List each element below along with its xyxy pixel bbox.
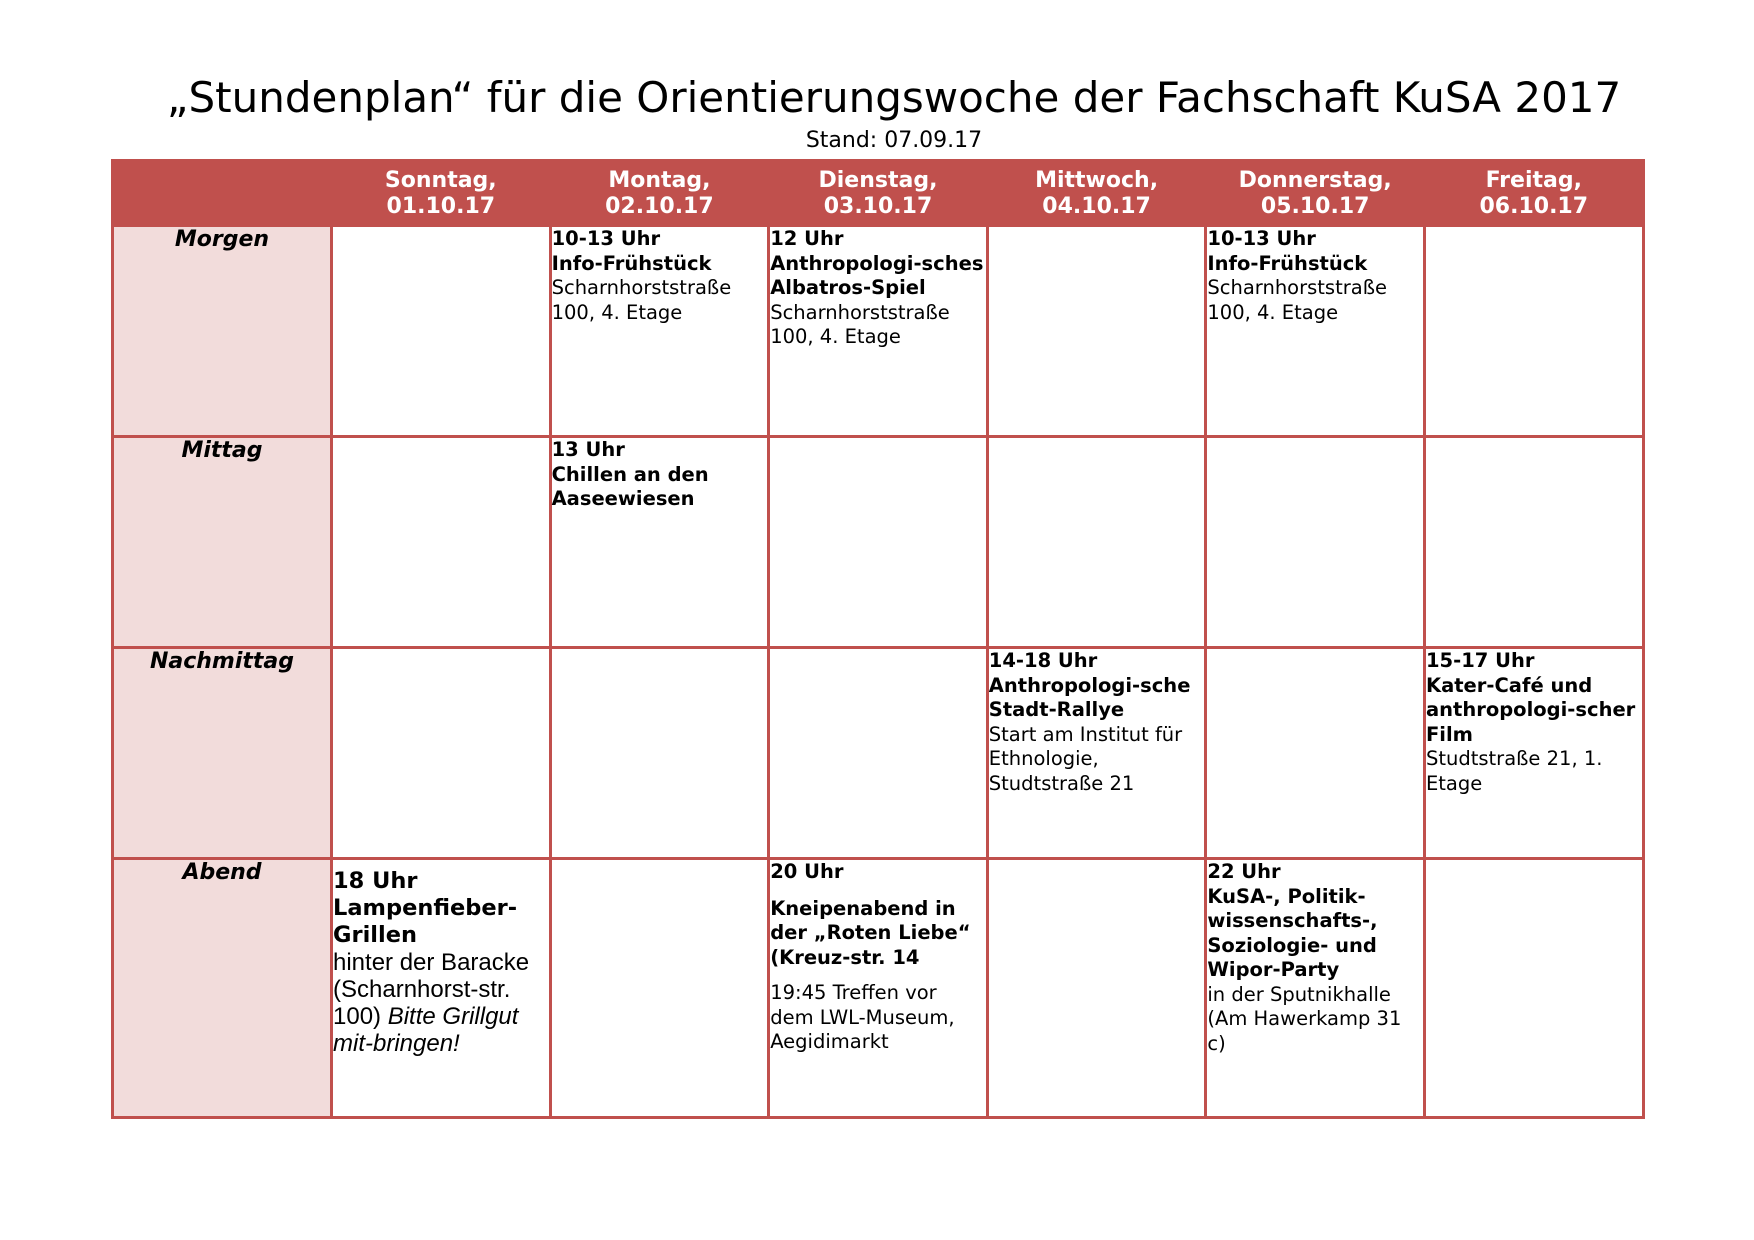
day-date: 01.10.17: [386, 194, 496, 219]
day-name: Freitag,: [1485, 168, 1582, 193]
day-date: 05.10.17: [1260, 194, 1370, 219]
event-location: hinter der Baracke (Scharnhorst-str. 100): [333, 949, 530, 1030]
cell-abend-donnerstag: [1206, 859, 1425, 1118]
event-time: 10-13 Uhr: [1207, 227, 1316, 250]
event-location: Studtstraße 21, 1. Etage: [1425, 747, 1603, 795]
cell-morgen-mittwoch: [987, 226, 1206, 437]
event-time: 20 Uhr: [770, 860, 844, 883]
day-name: Dienstag,: [818, 168, 938, 193]
event-time: 18 Uhr: [333, 868, 418, 894]
day-date: 02.10.17: [605, 194, 714, 219]
cell-morgen-sonntag: [332, 226, 551, 437]
header-day: [1206, 161, 1425, 226]
period-label: Mittag: [113, 437, 332, 648]
day-name: Donnerstag,: [1238, 168, 1392, 193]
event-title: Info-Frühstück: [1207, 251, 1368, 275]
cell-mittag-mittwoch: [987, 437, 1206, 648]
cell-nachmittag-freitag: [1424, 648, 1643, 859]
event-title: Lampenfieber-Grillen: [333, 895, 518, 948]
event-title: Kneipenabend in der „Roten Liebe“ (Kreuz-str. 14: [770, 896, 971, 969]
event-title: Chillen an den Aaseewiesen: [551, 462, 709, 510]
header-day: [1424, 161, 1643, 226]
cell-nachmittag-montag: [550, 648, 769, 859]
row-morgen: [113, 226, 1644, 437]
cell-mittag-freitag: [1424, 437, 1643, 648]
event-title: Kater-Café und anthropologi-scher Film: [1425, 673, 1636, 746]
event-time: 10-13 Uhr: [551, 227, 661, 250]
cell-mittag-montag: [550, 437, 769, 648]
event-location: 19:45 Treffen vor dem LWL-Museum, Aegidimarkt: [770, 981, 955, 1053]
cell-nachmittag-mittwoch: [987, 648, 1206, 859]
event-note: Bitte Grillgut mit-bringen!: [333, 1003, 519, 1057]
event-location: in der Sputnikhalle (Am Hawerkamp 31 c): [1207, 982, 1402, 1055]
header-day: [769, 161, 988, 226]
day-date: 03.10.17: [823, 194, 933, 219]
header-day: [332, 161, 551, 226]
event-location: Scharnhorststraße 100, 4. Etage: [551, 276, 732, 324]
event-time: 13 Uhr: [551, 438, 625, 461]
cell-abend-sonntag: [332, 859, 551, 1118]
row-nachmittag: [113, 648, 1644, 859]
day-name: Mittwoch,: [1035, 168, 1159, 193]
row-abend: [113, 859, 1644, 1118]
period-label: Morgen: [113, 226, 332, 437]
day-date: 06.10.17: [1479, 194, 1589, 219]
cell-morgen-donnerstag: [1206, 226, 1425, 437]
period-label: Nachmittag: [113, 648, 332, 859]
schedule-table: [111, 159, 1645, 1119]
header-corner: [113, 161, 332, 226]
event-title: KuSA-, Politik-wissenschafts-, Soziologie- und Wipor-Party: [1207, 884, 1378, 981]
day-date: 04.10.17: [1042, 194, 1151, 219]
cell-nachmittag-sonntag: [332, 648, 551, 859]
cell-abend-mittwoch: [987, 859, 1206, 1118]
cell-morgen-dienstag: [769, 226, 988, 437]
event-title: Anthropologi-sches Albatros-Spiel: [770, 251, 984, 299]
cell-mittag-sonntag: [332, 437, 551, 648]
cell-abend-freitag: [1424, 859, 1643, 1118]
stand-date: Stand: 07.09.17: [805, 128, 983, 153]
cell-morgen-freitag: [1424, 226, 1643, 437]
cell-morgen-montag: [550, 226, 769, 437]
header-day: [550, 161, 769, 226]
cell-abend-montag: [550, 859, 769, 1118]
day-name: Montag,: [608, 168, 711, 193]
event-title: Info-Frühstück: [551, 251, 712, 275]
event-time: 14-18 Uhr: [988, 649, 1098, 672]
day-name: Sonntag,: [384, 168, 497, 193]
row-mittag: [113, 437, 1644, 648]
header-day: [987, 161, 1206, 226]
event-location: Start am Institut für Ethnologie, Studtstraße 21: [988, 722, 1183, 795]
cell-mittag-donnerstag: [1206, 437, 1425, 648]
header-row: [113, 161, 1644, 226]
event-title: Anthropologi-sche Stadt-Rallye: [988, 673, 1191, 721]
cell-nachmittag-dienstag: [769, 648, 988, 859]
event-time: 12 Uhr: [770, 227, 844, 250]
event-time: 22 Uhr: [1207, 860, 1281, 883]
event-time: 15-17 Uhr: [1425, 649, 1535, 672]
event-location: Scharnhorststraße 100, 4. Etage: [1207, 276, 1387, 324]
cell-nachmittag-donnerstag: [1206, 648, 1425, 859]
document-title: „Stundenplan“ für die Orientierungswoche der Fachschaft KuSA 2017: [166, 73, 1622, 122]
cell-mittag-dienstag: [769, 437, 988, 648]
cell-abend-dienstag: [769, 859, 988, 1118]
period-label: Abend: [113, 859, 332, 1118]
event-location: Scharnhorststraße 100, 4. Etage: [770, 300, 950, 348]
